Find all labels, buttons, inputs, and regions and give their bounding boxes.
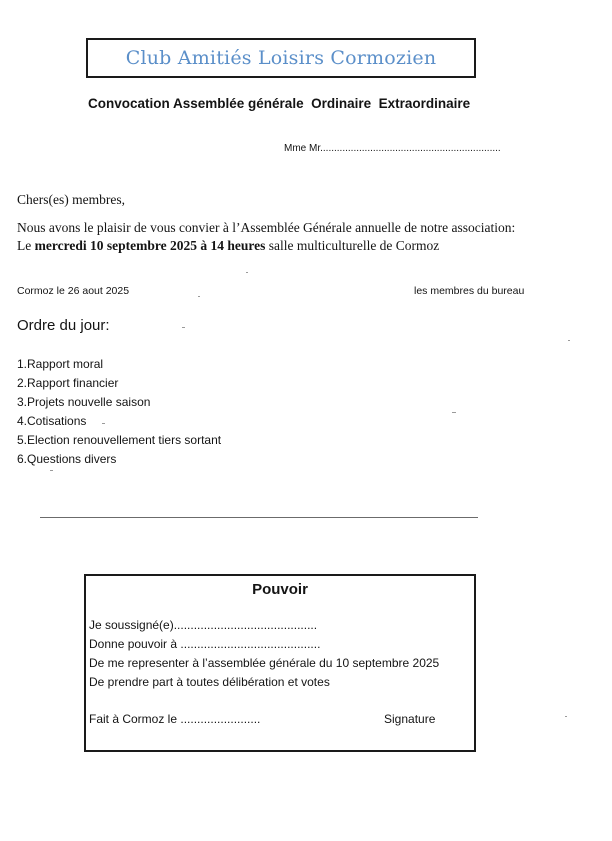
done-at-field[interactable]: Fait à Cormoz le ........................ bbox=[89, 712, 261, 726]
scan-speck bbox=[198, 296, 200, 297]
club-title: Club Amitiés Loisirs Cormozien bbox=[125, 47, 437, 69]
recipient-line: Mme Mr................................................................. bbox=[284, 143, 501, 154]
agenda-item: 6.Questions divers bbox=[17, 452, 117, 466]
undersigned-field[interactable]: Je soussigné(e)........................................... bbox=[89, 618, 318, 632]
participation-statement: De prendre part à toutes délibération et votes bbox=[89, 675, 330, 689]
represent-statement: De me representer à l’assemblée générale du 10 septembre 2025 bbox=[89, 656, 440, 670]
scan-speck bbox=[452, 412, 456, 413]
meeting-date: mercredi 10 septembre 2025 à 14 heures bbox=[34, 238, 266, 253]
agenda-item: 1.Rapport moral bbox=[17, 357, 104, 371]
scan-speck bbox=[182, 327, 185, 328]
agenda-item: 5.Election renouvellement tiers sortant bbox=[17, 433, 222, 447]
gives-power-field[interactable]: Donne pouvoir à .......................................... bbox=[89, 637, 321, 651]
agenda-title: Ordre du jour: bbox=[17, 317, 110, 334]
agenda-item: 4.Cotisations bbox=[17, 414, 87, 428]
club-title-box bbox=[86, 38, 476, 78]
intro-line-1: Nous avons le plaisir de vous convier à l’Assemblée Générale annuelle de notre association: bbox=[17, 220, 516, 235]
scan-speck bbox=[565, 716, 567, 717]
greeting: Chers(es) membres, bbox=[17, 192, 125, 207]
document-heading: Convocation Assemblée générale Ordinaire Extraordinaire bbox=[88, 96, 471, 111]
proxy-form-title: Pouvoir bbox=[252, 581, 308, 598]
place-date: Cormoz le 26 aout 2025 bbox=[17, 285, 130, 297]
scan-speck bbox=[568, 340, 570, 341]
meeting-location: salle multiculturelle de Cormoz bbox=[265, 238, 440, 253]
cut-line-divider bbox=[40, 517, 478, 518]
agenda-list bbox=[17, 356, 221, 470]
signature-label: Signature bbox=[384, 712, 436, 726]
intro-line-2 bbox=[17, 238, 439, 254]
intro-prefix: Le bbox=[17, 238, 35, 253]
agenda-item: 3.Projets nouvelle saison bbox=[17, 395, 151, 409]
scan-speck bbox=[246, 272, 248, 273]
scan-speck bbox=[102, 423, 105, 424]
bureau-signoff: les membres du bureau bbox=[414, 285, 525, 297]
proxy-form-box bbox=[84, 574, 476, 752]
agenda-item: 2.Rapport financier bbox=[17, 376, 119, 390]
scan-speck bbox=[50, 470, 53, 471]
